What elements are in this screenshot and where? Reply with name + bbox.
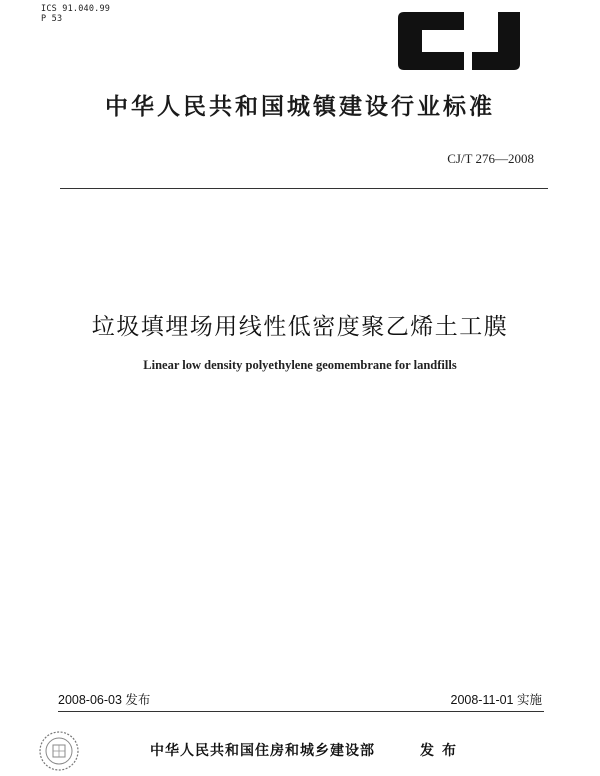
title-chinese: 垃圾填埋场用线性低密度聚乙烯土工膜 — [91, 314, 509, 340]
ics-code: ICS 91.040.99 — [41, 4, 111, 14]
footer-divider — [58, 711, 544, 712]
implementation-date: 2008-11-01 实施 — [450, 693, 542, 707]
ccs-code: P 53 — [41, 14, 63, 24]
standard-category: 中华人民共和国城镇建设行业标准 — [105, 94, 495, 120]
cj-logo — [398, 12, 542, 70]
standard-number: CJ/T 276—2008 — [447, 151, 534, 166]
title-english: Linear low density polyethylene geomembrane for landfills — [143, 358, 457, 372]
ministry-seal-icon — [38, 730, 80, 772]
publish-label: 发布 — [420, 743, 464, 759]
publisher-name: 中华人民共和国住房和城乡建设部 — [150, 743, 375, 759]
header-divider — [60, 188, 548, 189]
issue-date: 2008-06-03 发布 — [58, 693, 151, 707]
